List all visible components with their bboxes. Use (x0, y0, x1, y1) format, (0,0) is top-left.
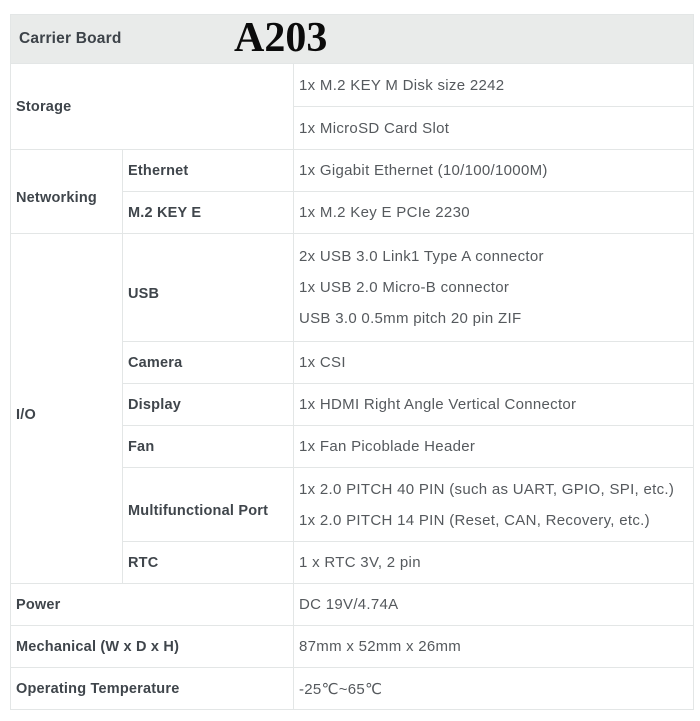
spec-value: -25℃~65℃ (294, 668, 694, 710)
spec-value: 1x Gigabit Ethernet (10/100/1000M) (294, 150, 694, 192)
spec-value: DC 19V/4.74A (294, 584, 694, 626)
spec-value: 1x Fan Picoblade Header (294, 426, 694, 468)
table-row-io-usb (11, 234, 694, 342)
spec-value-line: 2x USB 3.0 Link1 Type A connector (299, 248, 544, 265)
spec-label-storage: Storage (11, 64, 294, 150)
spec-sublabel-m2-key-e: M.2 KEY E (123, 192, 294, 234)
table-row-mechanical (11, 626, 694, 668)
header-cell (11, 15, 694, 64)
category-label: Carrier Board (19, 30, 122, 47)
spec-value: 87mm x 52mm x 26mm (294, 626, 694, 668)
spec-label-io: I/O (11, 234, 123, 584)
spec-sublabel-usb: USB (123, 234, 294, 342)
table-header-row (11, 15, 694, 64)
spec-table (10, 14, 694, 710)
spec-label-power: Power (11, 584, 294, 626)
table-row-networking-ethernet (11, 150, 694, 192)
table-row-storage-1 (11, 64, 694, 107)
spec-value: 1x M.2 KEY M Disk size 2242 (294, 64, 694, 107)
spec-sublabel-fan: Fan (123, 426, 294, 468)
spec-sublabel-camera: Camera (123, 342, 294, 384)
spec-value-group (294, 234, 694, 342)
product-title: A203 (234, 15, 328, 62)
spec-value: 1x M.2 Key E PCIe 2230 (294, 192, 694, 234)
spec-sublabel-multifunctional-port: Multifunctional Port (123, 468, 294, 542)
spec-value-line: 1x USB 2.0 Micro-B connector (299, 279, 510, 296)
spec-sublabel-display: Display (123, 384, 294, 426)
spec-value-line: 1x 2.0 PITCH 40 PIN (such as UART, GPIO, SPI, etc.) (299, 480, 675, 498)
spec-value: 1x HDMI Right Angle Vertical Connector (294, 384, 694, 426)
spec-value-group (294, 468, 694, 542)
spec-value-line: 1x 2.0 PITCH 14 PIN (Reset, CAN, Recovery, etc.) (299, 511, 650, 529)
table-row-operating-temperature (11, 668, 694, 710)
spec-value: 1x MicroSD Card Slot (294, 107, 694, 150)
spec-label-operating-temperature: Operating Temperature (11, 668, 294, 710)
table-row-power (11, 584, 694, 626)
spec-value: 1 x RTC 3V, 2 pin (294, 542, 694, 584)
spec-label-networking: Networking (11, 150, 123, 234)
spec-sublabel-rtc: RTC (123, 542, 294, 584)
spec-sublabel-ethernet: Ethernet (123, 150, 294, 192)
spec-label-mechanical: Mechanical (W x D x H) (11, 626, 294, 668)
spec-value: 1x CSI (294, 342, 694, 384)
spec-value-line: USB 3.0 0.5mm pitch 20 pin ZIF (299, 310, 522, 327)
